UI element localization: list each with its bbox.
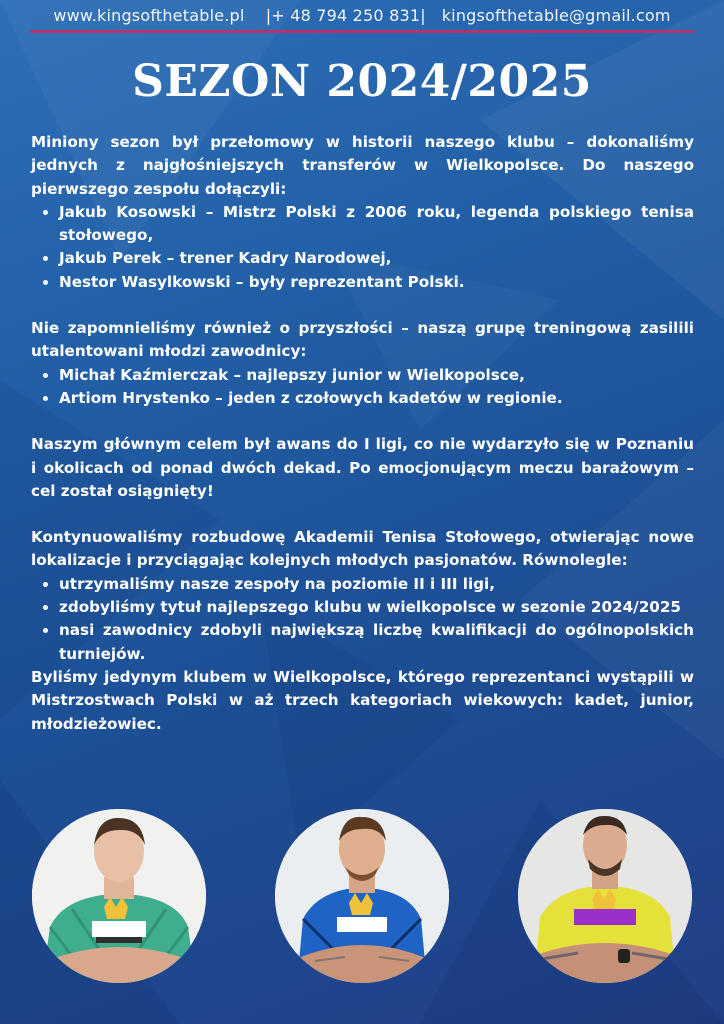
list-item: • Jakub Perek – trener Kadry Narodowej,: [59, 247, 694, 270]
contact-bar: [0, 6, 724, 25]
achievements-list: [31, 573, 694, 666]
section1-intro: Miniony sezon był przełomowy w historii naszego klubu – dokonaliśmy jednych z najgłośniejszych transferów w Wielkopolsce. Do naszego pierwszego zespołu dołączyli:: [31, 133, 694, 198]
list-item: • utrzymaliśmy nasze zespoły na poziomie II i III ligi,: [59, 573, 694, 596]
section4-intro: Kontynuowaliśmy rozbudowę Akademii Tenisa Stołowego, otwierając nowe lokalizacje i przyciągając kolejnych młodych pasjonatów. Równolegle:: [31, 528, 694, 570]
player-photo-1: [32, 809, 206, 983]
email-link[interactable]: kingsofthetable@gmail.com: [441, 6, 671, 25]
player-photo-3: [518, 809, 692, 983]
website-link[interactable]: www.kingsofthetable.pl: [53, 6, 245, 25]
juniors-list: [31, 364, 694, 411]
list-item: • Nestor Wasylkowski – były reprezentant Polski.: [59, 271, 694, 294]
phone-number[interactable]: |+ 48 794 250 831|: [265, 6, 426, 25]
list-item: • zdobyliśmy tytuł najlepszego klubu w wielkopolsce w sezonie 2024/2025: [59, 596, 694, 619]
list-item: • Michał Kaźmierczak – najlepszy junior w Wielkopolsce,: [59, 364, 694, 387]
list-item: • nasi zawodnicy zdobyli największą liczbę kwalifikacji do ogólnopolskich turniejów.: [59, 619, 694, 666]
player-photo-2: [275, 809, 449, 983]
article-body: [31, 131, 694, 736]
page-title: SEZON 2024/2025: [132, 56, 592, 107]
header-divider: [30, 30, 694, 33]
transfers-list: [31, 201, 694, 294]
list-item: • Artiom Hrystenko – jeden z czołowych kadetów w regionie.: [59, 387, 694, 410]
section3-text: Naszym głównym celem był awans do I ligi, co nie wydarzyło się w Poznaniu i okolicach od ponad dwóch dekad. Po emocjonującym meczu barażowym – cel został osiągnięty!: [31, 435, 694, 500]
section2-intro: Nie zapomnieliśmy również o przyszłości – naszą grupę treningową zasilili utalentowani młodzi zawodnicy:: [31, 319, 694, 361]
section4-outro: Byliśmy jedynym klubem w Wielkopolsce, którego reprezentanci wystąpili w Mistrzostwach Polski w aż trzech kategoriach wiekowych: kadet, junior, młodzieżowiec.: [31, 667, 694, 733]
list-item: • Jakub Kosowski – Mistrz Polski z 2006 roku, legenda polskiego tenisa stołowego,: [59, 201, 694, 248]
